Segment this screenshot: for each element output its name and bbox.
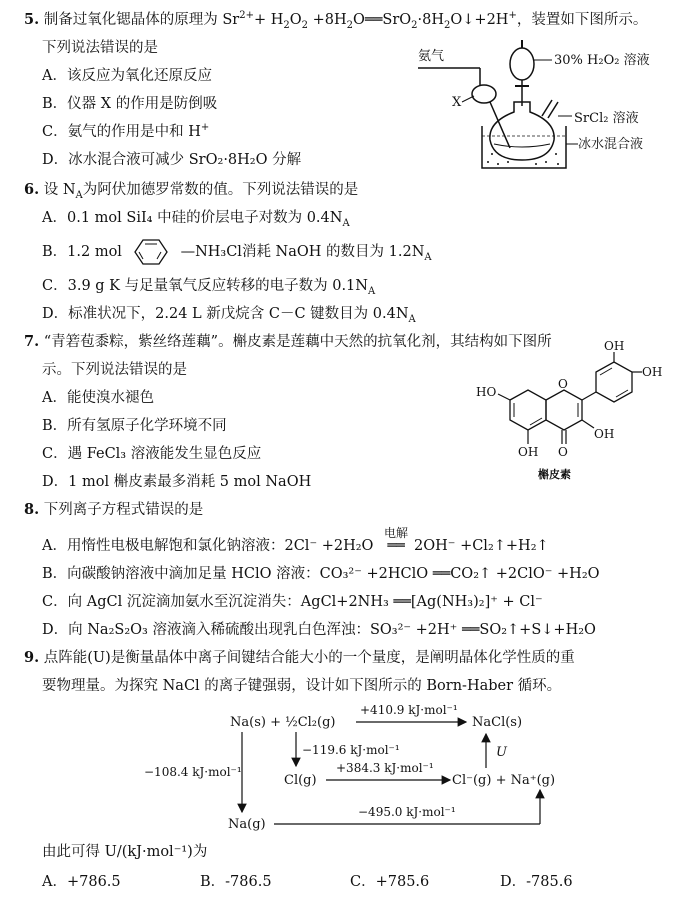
electrolysis-condition: 电解: [384, 526, 409, 540]
q6-number: 6.: [24, 181, 40, 198]
quercetin-caption: 槲皮素: [538, 468, 571, 481]
x-label: X: [452, 95, 462, 110]
q9-stem-line2: 要物理量。为探究 NaCl 的离子键强弱，设计如下图所示的 Born-Haber 循环。: [42, 678, 562, 694]
ice-label: 冰水混合液: [578, 137, 644, 152]
ions-label: Cl⁻(g) + Na⁺(g): [452, 773, 556, 788]
reactants-label: Na(s) + ½Cl₂(g): [230, 715, 336, 730]
oh-mid: OH: [594, 427, 615, 441]
na-gas-label: Na(g): [228, 817, 266, 832]
q6-stem: 6. 设 $N_A$为阿伏加德罗常数的值。下列说法错误的是: [24, 181, 359, 201]
q5-option-a: A．该反应为氧化还原反应: [42, 68, 212, 84]
oh-top: OH: [604, 339, 625, 353]
srcl2-label: SrCl₂ 溶液: [574, 111, 639, 126]
ring-oxygen: O: [558, 377, 568, 391]
q7-stem-line2: 示。下列说法错误的是: [42, 362, 187, 378]
energy-na: −108.4 kJ·mol⁻¹: [144, 765, 242, 779]
q8-option-a: A．用惰性电极电解饱和氯化钠溶液：2Cl⁻ +2H₂O 电解 ══ 2OH⁻ +Cl₂↑+H₂↑: [42, 526, 549, 554]
energy-bottom: −495.0 kJ·mol⁻¹: [358, 805, 456, 819]
quercetin-structure: [470, 339, 670, 490]
q6-option-b: B．1.2 mol —NH₃Cl消耗 NaOH 的数目为 $1.2N_A$: [42, 240, 432, 263]
q9-choice-c: C．+785.6: [350, 874, 430, 890]
q5-option-c: C．氨气的作用是中和 H+: [42, 122, 210, 140]
energy-top: +410.9 kJ·mol⁻¹: [360, 703, 458, 717]
cl-gas-label: Cl(g): [284, 773, 317, 788]
q8-number: 8.: [24, 501, 40, 518]
q7-option-d: D．1 mol 槲皮素最多消耗 5 mol NaOH: [42, 474, 312, 490]
q5-option-b: B．仪器 X 的作用是防倒吸: [42, 96, 218, 112]
h2o2-label: 30% H₂O₂ 溶液: [554, 53, 650, 68]
q6-option-d: D．标准状况下，2.24 L 新戊烷含 C－C 键数目为 $0.4N_A$: [42, 306, 416, 325]
energy-cl: −119.6 kJ·mol⁻¹: [302, 743, 400, 757]
oh-bottom: OH: [518, 445, 539, 459]
q7-number: 7.: [24, 333, 40, 350]
ho-left: HO: [476, 385, 497, 399]
q9-choice-b: B．-786.5: [200, 874, 272, 890]
q6-option-a: A．0.1 mol SiI₄ 中硅的价层电子对数为 $0.4N_A$: [42, 210, 350, 229]
q5-stem: 5. 制备过氧化锶晶体的原理为 $Sr^{2+}+ H_2O_2$ $+8H_2O══SrO_2\cdot 8H_2O↓+2H^+$，装置如下图所示。: [24, 10, 648, 31]
q9-choice-a: A．+786.5: [42, 874, 121, 890]
q7-option-a: A．能使溴水褪色: [42, 390, 154, 406]
ketone-oxygen: O: [558, 445, 568, 459]
q8-option-b: B．向碳酸钠溶液中滴加足量 HClO 溶液：CO₃²⁻ +2HClO ══CO₂↑ +2ClO⁻ +H₂O: [42, 566, 600, 582]
q5-number: 5.: [24, 11, 40, 28]
q6-option-c: C．3.9 g K 与足量氧气反应转移的电子数为 $0.1N_A$: [42, 278, 376, 297]
q5-prompt: 下列说法错误的是: [42, 40, 158, 56]
q8-stem: 8. 下列离子方程式错误的是: [24, 501, 204, 518]
q7-option-b: B．所有氢原子化学环境不同: [42, 418, 227, 434]
energy-mid: +384.3 kJ·mol⁻¹: [336, 761, 434, 775]
q9-number: 9.: [24, 649, 40, 666]
q5-option-d: D．冰水混合液可减少 SrO₂·8H₂O 分解: [42, 152, 302, 168]
benzene-ring: [127, 242, 181, 262]
q9-stem-line1: 9. 点阵能(U)是衡量晶体中离子间键结合能大小的一个量度，是阐明晶体化学性质的重: [24, 649, 575, 666]
q8-option-d: D．向 Na₂S₂O₃ 溶液滴入稀硫酸出现乳白色浑浊：SO₃²⁻ +2H⁺ ══SO₂↑+S↓+H₂O: [42, 622, 596, 638]
oh-right: OH: [642, 365, 663, 379]
lattice-energy-u: U: [496, 745, 507, 760]
q7-stem-line1: 7. “青箬苞黍粽，紫丝络莲藕”。槲皮素是莲藕中天然的抗氧化剂，其结构如下图所: [24, 333, 552, 350]
q8-option-c: C．向 AgCl 沉淀滴加氨水至沉淀消失：AgCl+2NH₃ ══[Ag(NH₃)₂]⁺ + Cl⁻: [42, 594, 543, 610]
q9-ask: 由此可得 U/(kJ·mol⁻¹)为: [42, 844, 208, 860]
ammonia-label: 氨气: [418, 49, 445, 64]
q5-apparatus-figure: [418, 36, 658, 176]
q9-choice-d: D．-785.6: [500, 874, 573, 890]
born-haber-cycle: [130, 702, 650, 832]
nacl-solid-label: NaCl(s): [472, 715, 523, 730]
q7-option-c: C．遇 FeCl₃ 溶液能发生显色反应: [42, 446, 262, 462]
